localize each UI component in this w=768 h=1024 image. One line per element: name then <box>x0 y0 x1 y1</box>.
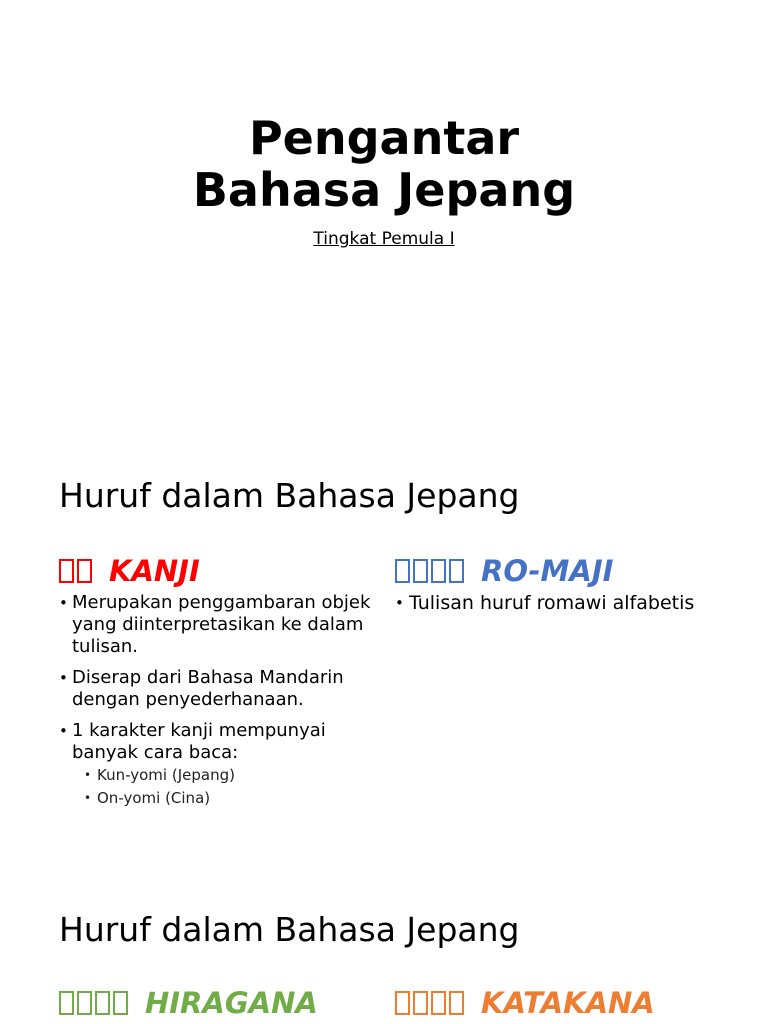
kanji-glyph-placeholder-icon <box>59 559 95 583</box>
hiragana-glyph-placeholder-icon <box>59 991 131 1015</box>
romaji-title <box>395 552 725 590</box>
hiragana-title <box>59 984 379 1022</box>
list-item: • Tulisan huruf romawi alfabetis <box>395 592 725 615</box>
kanji-bullet-list <box>59 592 379 808</box>
list-item: • Merupakan penggambaran objek yang diinterpretasikan ke dalam tulisan. <box>59 592 379 658</box>
kanji-sub-list <box>84 766 379 808</box>
romaji-title-text: RO-MAJI <box>481 554 614 588</box>
slide-heading: Huruf dalam Bahasa Jepang <box>59 910 520 949</box>
romaji-glyph-placeholder-icon <box>395 559 467 583</box>
title-line-2: Bahasa Jepang <box>192 163 576 217</box>
slide-heading: Huruf dalam Bahasa Jepang <box>59 476 520 515</box>
kanji-title-text: KANJI <box>109 554 200 588</box>
content-slide-1 <box>0 430 768 860</box>
title-line-1: Pengantar <box>248 111 520 165</box>
content-slide-2 <box>0 860 768 1024</box>
kanji-title <box>59 552 379 590</box>
romaji-bullet-list <box>395 592 725 615</box>
sub-list-item: • Kun-yomi (Jepang) <box>84 766 379 785</box>
sub-list-item: • On-yomi (Cina) <box>84 789 379 808</box>
katakana-glyph-placeholder-icon <box>395 991 467 1015</box>
romaji-column <box>395 552 725 624</box>
list-item <box>59 720 379 808</box>
hiragana-title-text: HIRAGANA <box>145 986 318 1020</box>
list-item: • Diserap dari Bahasa Mandarin dengan penyederhanaan. <box>59 667 379 711</box>
list-item-text: 1 karakter kanji mempunyai banyak cara baca: <box>72 720 326 763</box>
slide-title <box>0 112 768 216</box>
katakana-column <box>395 984 725 1022</box>
katakana-title-text: KATAKANA <box>481 986 655 1020</box>
title-slide <box>0 0 768 430</box>
kanji-column <box>59 552 379 817</box>
hiragana-column <box>59 984 379 1022</box>
slide-subtitle: Tingkat Pemula I <box>313 229 455 249</box>
katakana-title <box>395 984 725 1022</box>
